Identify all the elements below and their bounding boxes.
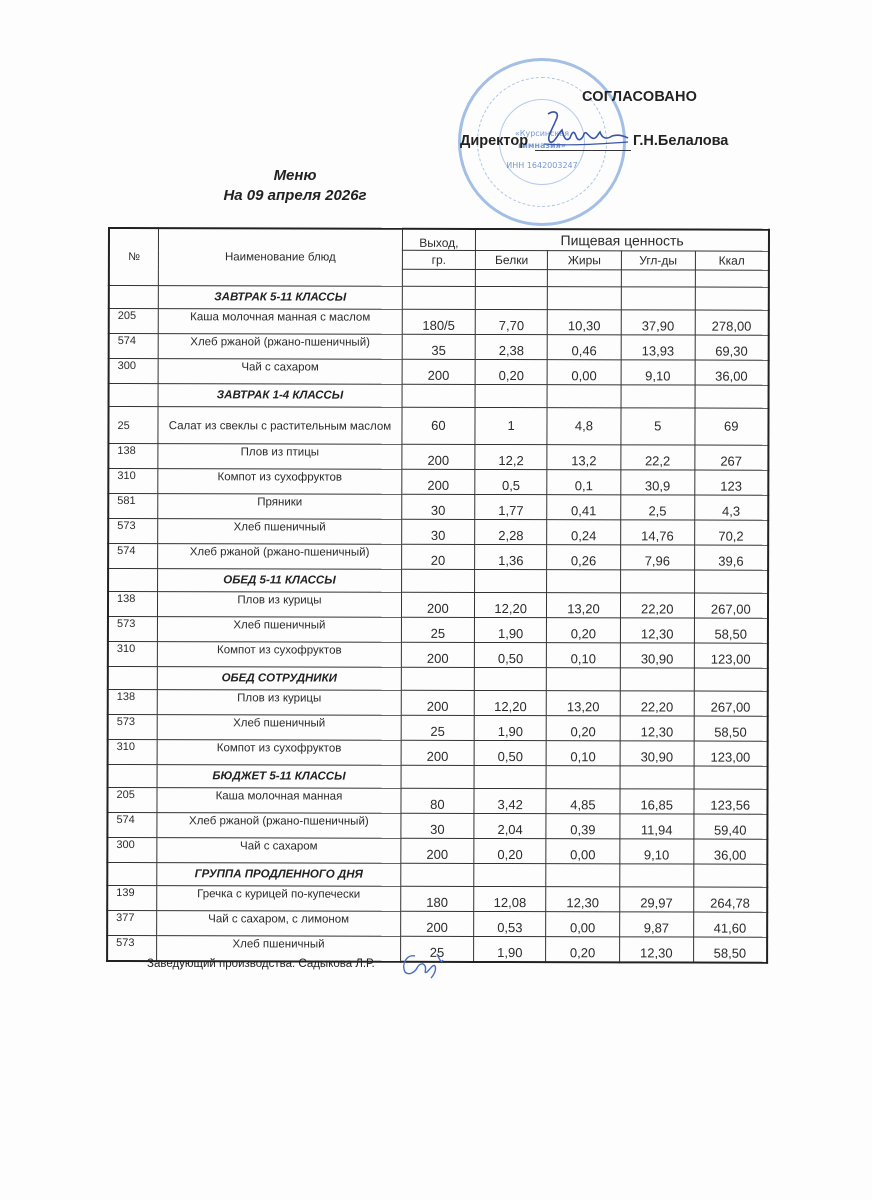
kcal-value: 41,60 xyxy=(693,912,767,937)
signature-line xyxy=(535,150,631,151)
empty-cell xyxy=(108,765,158,788)
header-protein: Белки xyxy=(476,250,548,269)
dish-row xyxy=(108,642,768,669)
dish-name: Каша молочная манная с маслом xyxy=(159,309,402,335)
section-row xyxy=(107,863,767,888)
protein-value: 0,50 xyxy=(474,740,546,765)
production-head-signature-icon xyxy=(397,948,447,980)
dish-name: Гречка с курицей по-купечески xyxy=(157,886,400,912)
dish-row xyxy=(108,519,768,546)
empty-cell xyxy=(402,269,476,286)
carbs-value: 12,30 xyxy=(620,716,694,741)
dish-row xyxy=(108,592,768,619)
dish-row xyxy=(108,469,768,496)
fat-value: 0,1 xyxy=(547,470,621,495)
header-output-unit: гр. xyxy=(402,250,476,269)
dish-name: Каша молочная манная xyxy=(157,788,400,814)
header-output: Выход, xyxy=(402,229,476,251)
director-signature-icon xyxy=(540,108,630,152)
output-grams: 20 xyxy=(401,544,475,569)
header-kcal: Ккал xyxy=(695,251,769,270)
empty-cell xyxy=(621,270,695,287)
carbs-value: 7,96 xyxy=(620,545,694,570)
fat-value: 13,20 xyxy=(546,691,620,716)
kcal-value: 267 xyxy=(694,445,768,470)
recipe-number: 139 xyxy=(107,886,157,911)
carbs-value: 12,30 xyxy=(619,937,693,963)
output-grams: 25 xyxy=(401,715,475,740)
output-grams: 80 xyxy=(400,788,474,813)
protein-value: 1 xyxy=(475,407,547,444)
kcal-value: 39,6 xyxy=(694,545,768,570)
empty-cell xyxy=(475,384,547,407)
kcal-value: 123 xyxy=(694,470,768,495)
kcal-value: 267,00 xyxy=(694,691,768,716)
carbs-value: 14,76 xyxy=(621,520,695,545)
recipe-number: 205 xyxy=(109,309,159,334)
kcal-value: 123,00 xyxy=(694,741,768,766)
fat-value: 0,46 xyxy=(547,335,621,360)
recipe-number: 310 xyxy=(108,642,158,667)
empty-cell xyxy=(693,864,767,887)
carbs-value: 37,90 xyxy=(621,310,695,335)
section-title: ГРУППА ПРОДЛЕННОГО ДНЯ xyxy=(157,863,400,887)
recipe-number: 205 xyxy=(107,788,157,813)
empty-cell xyxy=(695,287,769,310)
empty-cell xyxy=(547,385,621,408)
fat-value: 12,30 xyxy=(546,887,620,912)
dish-row xyxy=(107,788,767,815)
output-grams: 30 xyxy=(401,494,475,519)
protein-value: 1,36 xyxy=(475,544,547,569)
fat-value: 0,00 xyxy=(547,360,621,385)
dish-name: Плов из курицы xyxy=(158,690,401,716)
carbs-value: 22,2 xyxy=(621,445,695,470)
recipe-number: 300 xyxy=(109,359,159,384)
carbs-value: 11,94 xyxy=(620,814,694,839)
carbs-value: 12,30 xyxy=(620,618,694,643)
recipe-number: 574 xyxy=(109,334,159,359)
empty-cell xyxy=(402,286,476,309)
recipe-number: 377 xyxy=(107,911,157,936)
empty-cell xyxy=(547,570,621,593)
fat-value: 0,24 xyxy=(547,520,621,545)
kcal-value: 70,2 xyxy=(694,520,768,545)
menu-table-body xyxy=(107,286,769,963)
dish-name: Салат из свеклы с растительным маслом xyxy=(158,407,401,445)
dish-row xyxy=(108,494,768,521)
dish-name: Компот из сухофруктов xyxy=(158,469,401,495)
section-title: ОБЕД 5-11 КЛАССЫ xyxy=(158,569,401,593)
approval-block xyxy=(0,0,872,220)
empty-cell xyxy=(546,766,620,789)
stamp-text: «Курсинская xyxy=(514,129,570,138)
dish-name: Компот из сухофруктов xyxy=(157,740,400,766)
empty-cell xyxy=(108,569,158,592)
kcal-value: 264,78 xyxy=(693,887,767,912)
carbs-value: 30,90 xyxy=(620,741,694,766)
output-grams: 200 xyxy=(401,444,475,469)
dish-row xyxy=(108,617,768,644)
empty-cell xyxy=(546,668,620,691)
recipe-number: 25 xyxy=(108,407,158,444)
output-grams: 200 xyxy=(401,642,475,667)
fat-value: 0,20 xyxy=(547,618,621,643)
fat-value: 4,8 xyxy=(547,408,621,445)
output-grams: 200 xyxy=(400,838,474,863)
dish-name: Хлеб ржаной (ржано-пшеничный) xyxy=(157,813,400,839)
kcal-value: 69,30 xyxy=(695,335,769,360)
output-grams: 200 xyxy=(401,740,475,765)
empty-cell xyxy=(402,384,476,407)
dish-name: Чай с сахаром, с лимоном xyxy=(157,911,400,937)
fat-value: 0,26 xyxy=(547,545,621,570)
output-grams: 200 xyxy=(400,911,474,936)
empty-cell xyxy=(107,863,157,886)
empty-cell xyxy=(108,667,158,690)
dish-name: Хлеб ржаной (ржано-пшеничный) xyxy=(158,544,401,570)
protein-value: 0,20 xyxy=(475,359,547,384)
empty-cell xyxy=(476,269,548,286)
output-grams: 200 xyxy=(401,690,475,715)
kcal-value: 267,00 xyxy=(694,593,768,618)
protein-value: 0,20 xyxy=(474,838,546,863)
stamp-text: гимназия» xyxy=(518,141,566,150)
carbs-value: 16,85 xyxy=(620,789,694,814)
section-title: БЮДЖЕТ 5-11 КЛАССЫ xyxy=(157,765,400,789)
fat-value: 0,39 xyxy=(546,814,620,839)
carbs-value: 30,9 xyxy=(621,470,695,495)
carbs-value: 5 xyxy=(621,408,695,445)
fat-value: 0,10 xyxy=(546,643,620,668)
kcal-value: 278,00 xyxy=(695,310,769,335)
kcal-value: 36,00 xyxy=(695,360,769,385)
section-row xyxy=(109,286,769,311)
dish-row xyxy=(109,359,769,386)
carbs-value: 9,10 xyxy=(620,839,694,864)
fat-value: 4,85 xyxy=(546,789,620,814)
output-grams: 180/5 xyxy=(402,309,476,334)
fat-value: 13,2 xyxy=(547,445,621,470)
dish-row xyxy=(109,309,769,336)
protein-value: 0,50 xyxy=(475,642,547,667)
kcal-value: 69 xyxy=(695,408,769,445)
dish-row xyxy=(109,334,769,361)
protein-value: 2,28 xyxy=(475,519,547,544)
carbs-value: 30,90 xyxy=(620,643,694,668)
empty-cell xyxy=(621,385,695,408)
dish-name: Хлеб ржаной (ржано-пшеничный) xyxy=(159,334,402,360)
kcal-value: 58,50 xyxy=(694,618,768,643)
header-dish-name: Наименование блюд xyxy=(159,228,402,286)
carbs-value: 9,87 xyxy=(620,912,694,937)
output-grams: 180 xyxy=(400,886,474,911)
dish-row xyxy=(107,838,767,865)
carbs-value: 22,20 xyxy=(620,691,694,716)
empty-cell xyxy=(475,569,547,592)
recipe-number: 573 xyxy=(107,936,157,962)
fat-value: 0,41 xyxy=(547,495,621,520)
dish-row xyxy=(108,544,768,571)
carbs-value: 29,97 xyxy=(620,887,694,912)
fat-value: 10,30 xyxy=(547,310,621,335)
empty-cell xyxy=(694,668,768,691)
recipe-number: 573 xyxy=(108,519,158,544)
kcal-value: 59,40 xyxy=(694,814,768,839)
empty-cell xyxy=(109,384,159,407)
empty-cell xyxy=(547,287,621,310)
empty-cell xyxy=(694,570,768,593)
recipe-number: 138 xyxy=(108,592,158,617)
dish-name: Хлеб пшеничный xyxy=(157,936,400,962)
output-grams: 25 xyxy=(400,936,474,962)
protein-value: 2,04 xyxy=(474,813,546,838)
kcal-value: 58,50 xyxy=(693,937,767,963)
dish-name: Хлеб пшеничный xyxy=(158,715,401,741)
stamp-text: ИНН 1642003247 xyxy=(506,161,578,170)
fat-value: 13,20 xyxy=(547,593,621,618)
kcal-value: 36,00 xyxy=(693,839,767,864)
empty-cell xyxy=(400,863,474,886)
section-row xyxy=(108,765,768,790)
empty-cell xyxy=(620,668,694,691)
output-grams: 200 xyxy=(401,469,475,494)
dish-row xyxy=(108,690,768,717)
dish-row xyxy=(108,715,768,742)
header-fat: Жиры xyxy=(547,251,621,270)
section-row xyxy=(108,667,768,692)
dish-name: Компот из сухофруктов xyxy=(158,642,401,668)
empty-cell xyxy=(620,570,694,593)
protein-value: 1,90 xyxy=(474,715,546,740)
dish-row xyxy=(108,407,768,446)
output-grams: 30 xyxy=(400,813,474,838)
section-title: ОБЕД СОТРУДНИКИ xyxy=(158,667,401,691)
dish-row xyxy=(107,886,767,913)
section-title: ЗАВТРАК 5-11 КЛАССЫ xyxy=(159,286,402,310)
dish-row xyxy=(107,813,767,840)
approved-label: СОГЛАСОВАНО xyxy=(582,89,698,105)
dish-row xyxy=(108,740,768,767)
recipe-number: 138 xyxy=(108,690,158,715)
carbs-value: 13,93 xyxy=(621,335,695,360)
dish-row xyxy=(107,911,767,938)
recipe-number: 573 xyxy=(108,715,158,740)
empty-cell xyxy=(401,569,475,592)
empty-cell xyxy=(620,864,694,887)
recipe-number: 581 xyxy=(108,494,158,519)
fat-value: 0,00 xyxy=(546,912,620,937)
header-carbs: Угл-ды xyxy=(621,251,695,270)
protein-value: 1,90 xyxy=(475,617,547,642)
empty-cell xyxy=(546,864,620,887)
protein-value: 12,20 xyxy=(475,690,547,715)
dish-name: Чай с сахаром xyxy=(157,838,400,864)
protein-value: 0,53 xyxy=(474,911,546,936)
recipe-number: 574 xyxy=(107,813,157,838)
kcal-value: 58,50 xyxy=(694,716,768,741)
document-title: Меню xyxy=(273,167,317,184)
recipe-number: 573 xyxy=(108,617,158,642)
output-grams: 30 xyxy=(401,519,475,544)
protein-value: 2,38 xyxy=(475,334,547,359)
empty-cell xyxy=(694,766,768,789)
fat-value: 0,20 xyxy=(546,716,620,741)
section-row xyxy=(109,384,769,409)
header-nutrition: Пищевая ценность xyxy=(476,229,769,251)
dish-name: Плов из птицы xyxy=(158,444,401,470)
empty-cell xyxy=(547,270,621,287)
empty-cell xyxy=(621,287,695,310)
empty-cell xyxy=(695,270,769,287)
header-num: № xyxy=(109,228,159,286)
empty-cell xyxy=(620,766,694,789)
dish-name: Чай с сахаром xyxy=(158,359,401,385)
dish-name: Пряники xyxy=(158,494,401,520)
recipe-number: 574 xyxy=(108,544,158,569)
protein-value: 1,90 xyxy=(474,936,546,962)
protein-value: 12,2 xyxy=(475,444,547,469)
protein-value: 0,5 xyxy=(475,469,547,494)
fat-value: 0,00 xyxy=(546,839,620,864)
protein-value: 1,77 xyxy=(475,494,547,519)
section-row xyxy=(108,569,768,594)
section-title: ЗАВТРАК 1-4 КЛАССЫ xyxy=(158,384,401,408)
empty-cell xyxy=(474,863,546,886)
director-name: Г.Н.Белалова xyxy=(633,133,729,149)
recipe-number: 310 xyxy=(108,469,158,494)
carbs-value: 2,5 xyxy=(621,495,695,520)
carbs-value: 22,20 xyxy=(620,593,694,618)
empty-cell xyxy=(475,667,547,690)
empty-cell xyxy=(109,286,159,309)
output-grams: 200 xyxy=(402,359,476,384)
carbs-value: 9,10 xyxy=(621,360,695,385)
production-head: Заведующий производства: Садыкова Л.Р. xyxy=(147,958,375,970)
recipe-number: 300 xyxy=(107,838,157,863)
dish-row xyxy=(108,444,768,471)
output-grams: 25 xyxy=(401,617,475,642)
fat-value: 0,20 xyxy=(546,937,620,963)
director-label: Директор xyxy=(460,133,529,149)
kcal-value: 123,00 xyxy=(694,643,768,668)
menu-table xyxy=(106,227,770,964)
recipe-number: 138 xyxy=(108,444,158,469)
empty-cell xyxy=(476,286,548,309)
protein-value: 7,70 xyxy=(476,309,548,334)
empty-cell xyxy=(401,667,475,690)
protein-value: 12,08 xyxy=(474,886,546,911)
protein-value: 12,20 xyxy=(475,592,547,617)
empty-cell xyxy=(695,385,769,408)
kcal-value: 123,56 xyxy=(694,789,768,814)
empty-cell xyxy=(474,765,546,788)
kcal-value: 4,3 xyxy=(694,495,768,520)
recipe-number: 310 xyxy=(108,740,158,765)
output-grams: 60 xyxy=(401,407,475,444)
protein-value: 3,42 xyxy=(474,788,546,813)
document-date: На 09 апреля 2026г xyxy=(223,187,367,204)
empty-cell xyxy=(401,765,475,788)
output-grams: 200 xyxy=(401,592,475,617)
dish-name: Плов из курицы xyxy=(158,592,401,618)
dish-name: Хлеб пшеничный xyxy=(158,519,401,545)
dish-name: Хлеб пшеничный xyxy=(158,617,401,643)
output-grams: 35 xyxy=(402,334,476,359)
fat-value: 0,10 xyxy=(546,741,620,766)
